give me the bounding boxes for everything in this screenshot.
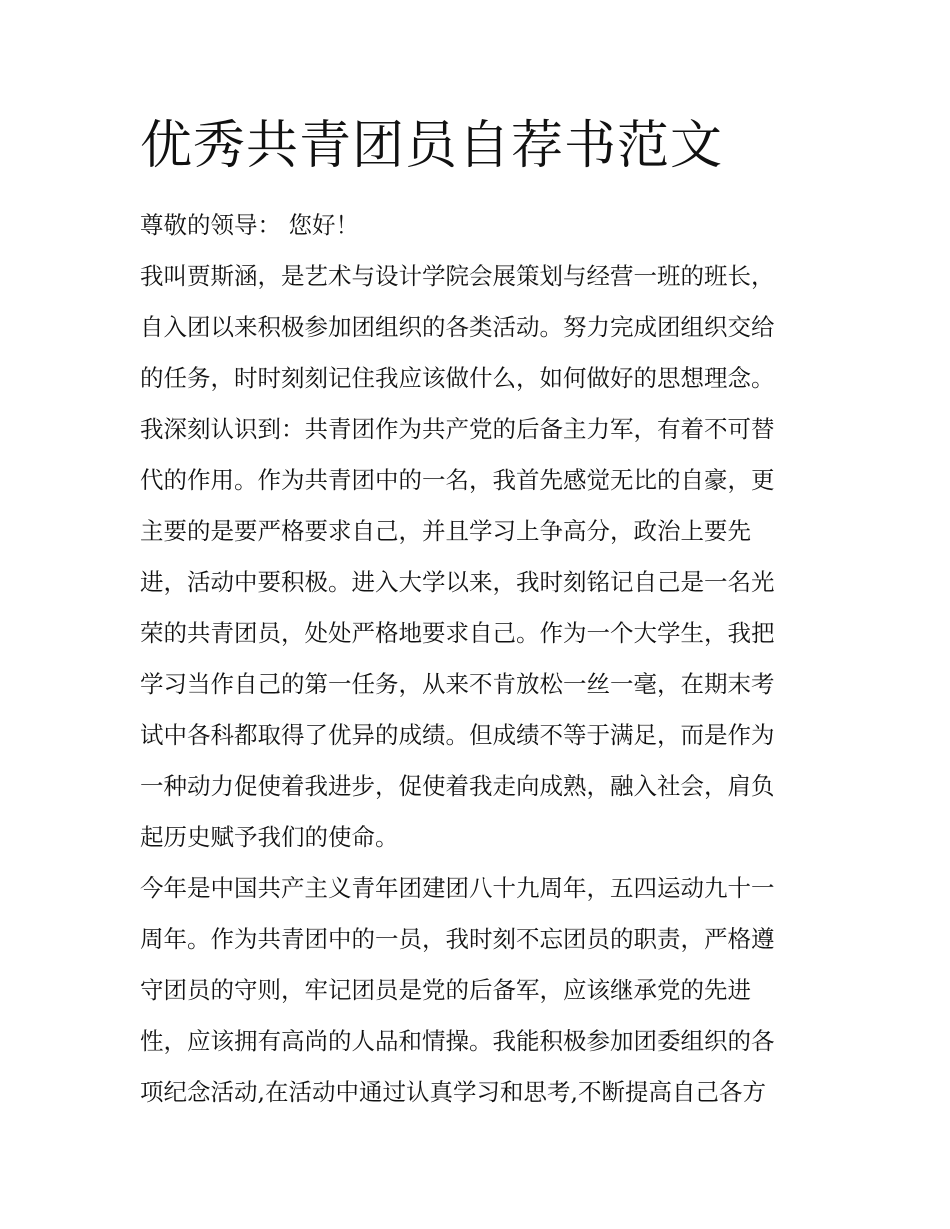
text-line: 性，应该拥有高尚的人品和情操。我能积极参加团委组织的各 (140, 1027, 775, 1055)
document-body (140, 200, 820, 1118)
text-line: 的任务，时时刻刻记住我应该做什么，如何做好的思想理念。 (140, 364, 775, 392)
text-line: 今年是中国共产主义青年团建团八十九周年，五四运动九十一 (140, 874, 775, 902)
text-line: 尊敬的领导： 您好！ (140, 211, 359, 239)
text-line: 进，活动中要积极。进入大学以来，我时刻铭记自己是一名光 (140, 568, 775, 596)
text-line: 我深刻认识到：共青团作为共产党的后备主力军，有着不可替 (140, 415, 775, 443)
text-line: 起历史赋予我们的使命。 (140, 823, 399, 851)
text-line: 项纪念活动,在活动中通过认真学习和思考,不断提高自己各方 (140, 1078, 766, 1106)
text-line: 荣的共青团员，处处严格地要求自己。作为一个大学生，我把 (140, 619, 775, 647)
text-line: 主要的是要严格要求自己，并且学习上争高分，政治上要先 (140, 517, 751, 545)
text-line: 一种动力促使着我进步，促使着我走向成熟，融入社会，肩负 (140, 772, 775, 800)
text-line: 我叫贾斯涵，是艺术与设计学院会展策划与经营一班的班长， (140, 262, 775, 290)
text-line: 试中各科都取得了优异的成绩。但成绩不等于满足，而是作为 (140, 721, 775, 749)
text-line: 学习当作自己的第一任务，从来不肯放松一丝一毫，在期末考 (140, 670, 775, 698)
text-line: 自入团以来积极参加团组织的各类活动。努力完成团组织交给 (140, 313, 775, 341)
text-line: 代的作用。作为共青团中的一名，我首先感觉无比的自豪，更 (140, 466, 775, 494)
document-title: 优秀共青团员自荐书范文 (140, 116, 724, 176)
text-line: 周年。作为共青团中的一员，我时刻不忘团员的职责，严格遵 (140, 925, 775, 953)
text-line: 守团员的守则，牢记团员是党的后备军，应该继承党的先进 (140, 976, 751, 1004)
